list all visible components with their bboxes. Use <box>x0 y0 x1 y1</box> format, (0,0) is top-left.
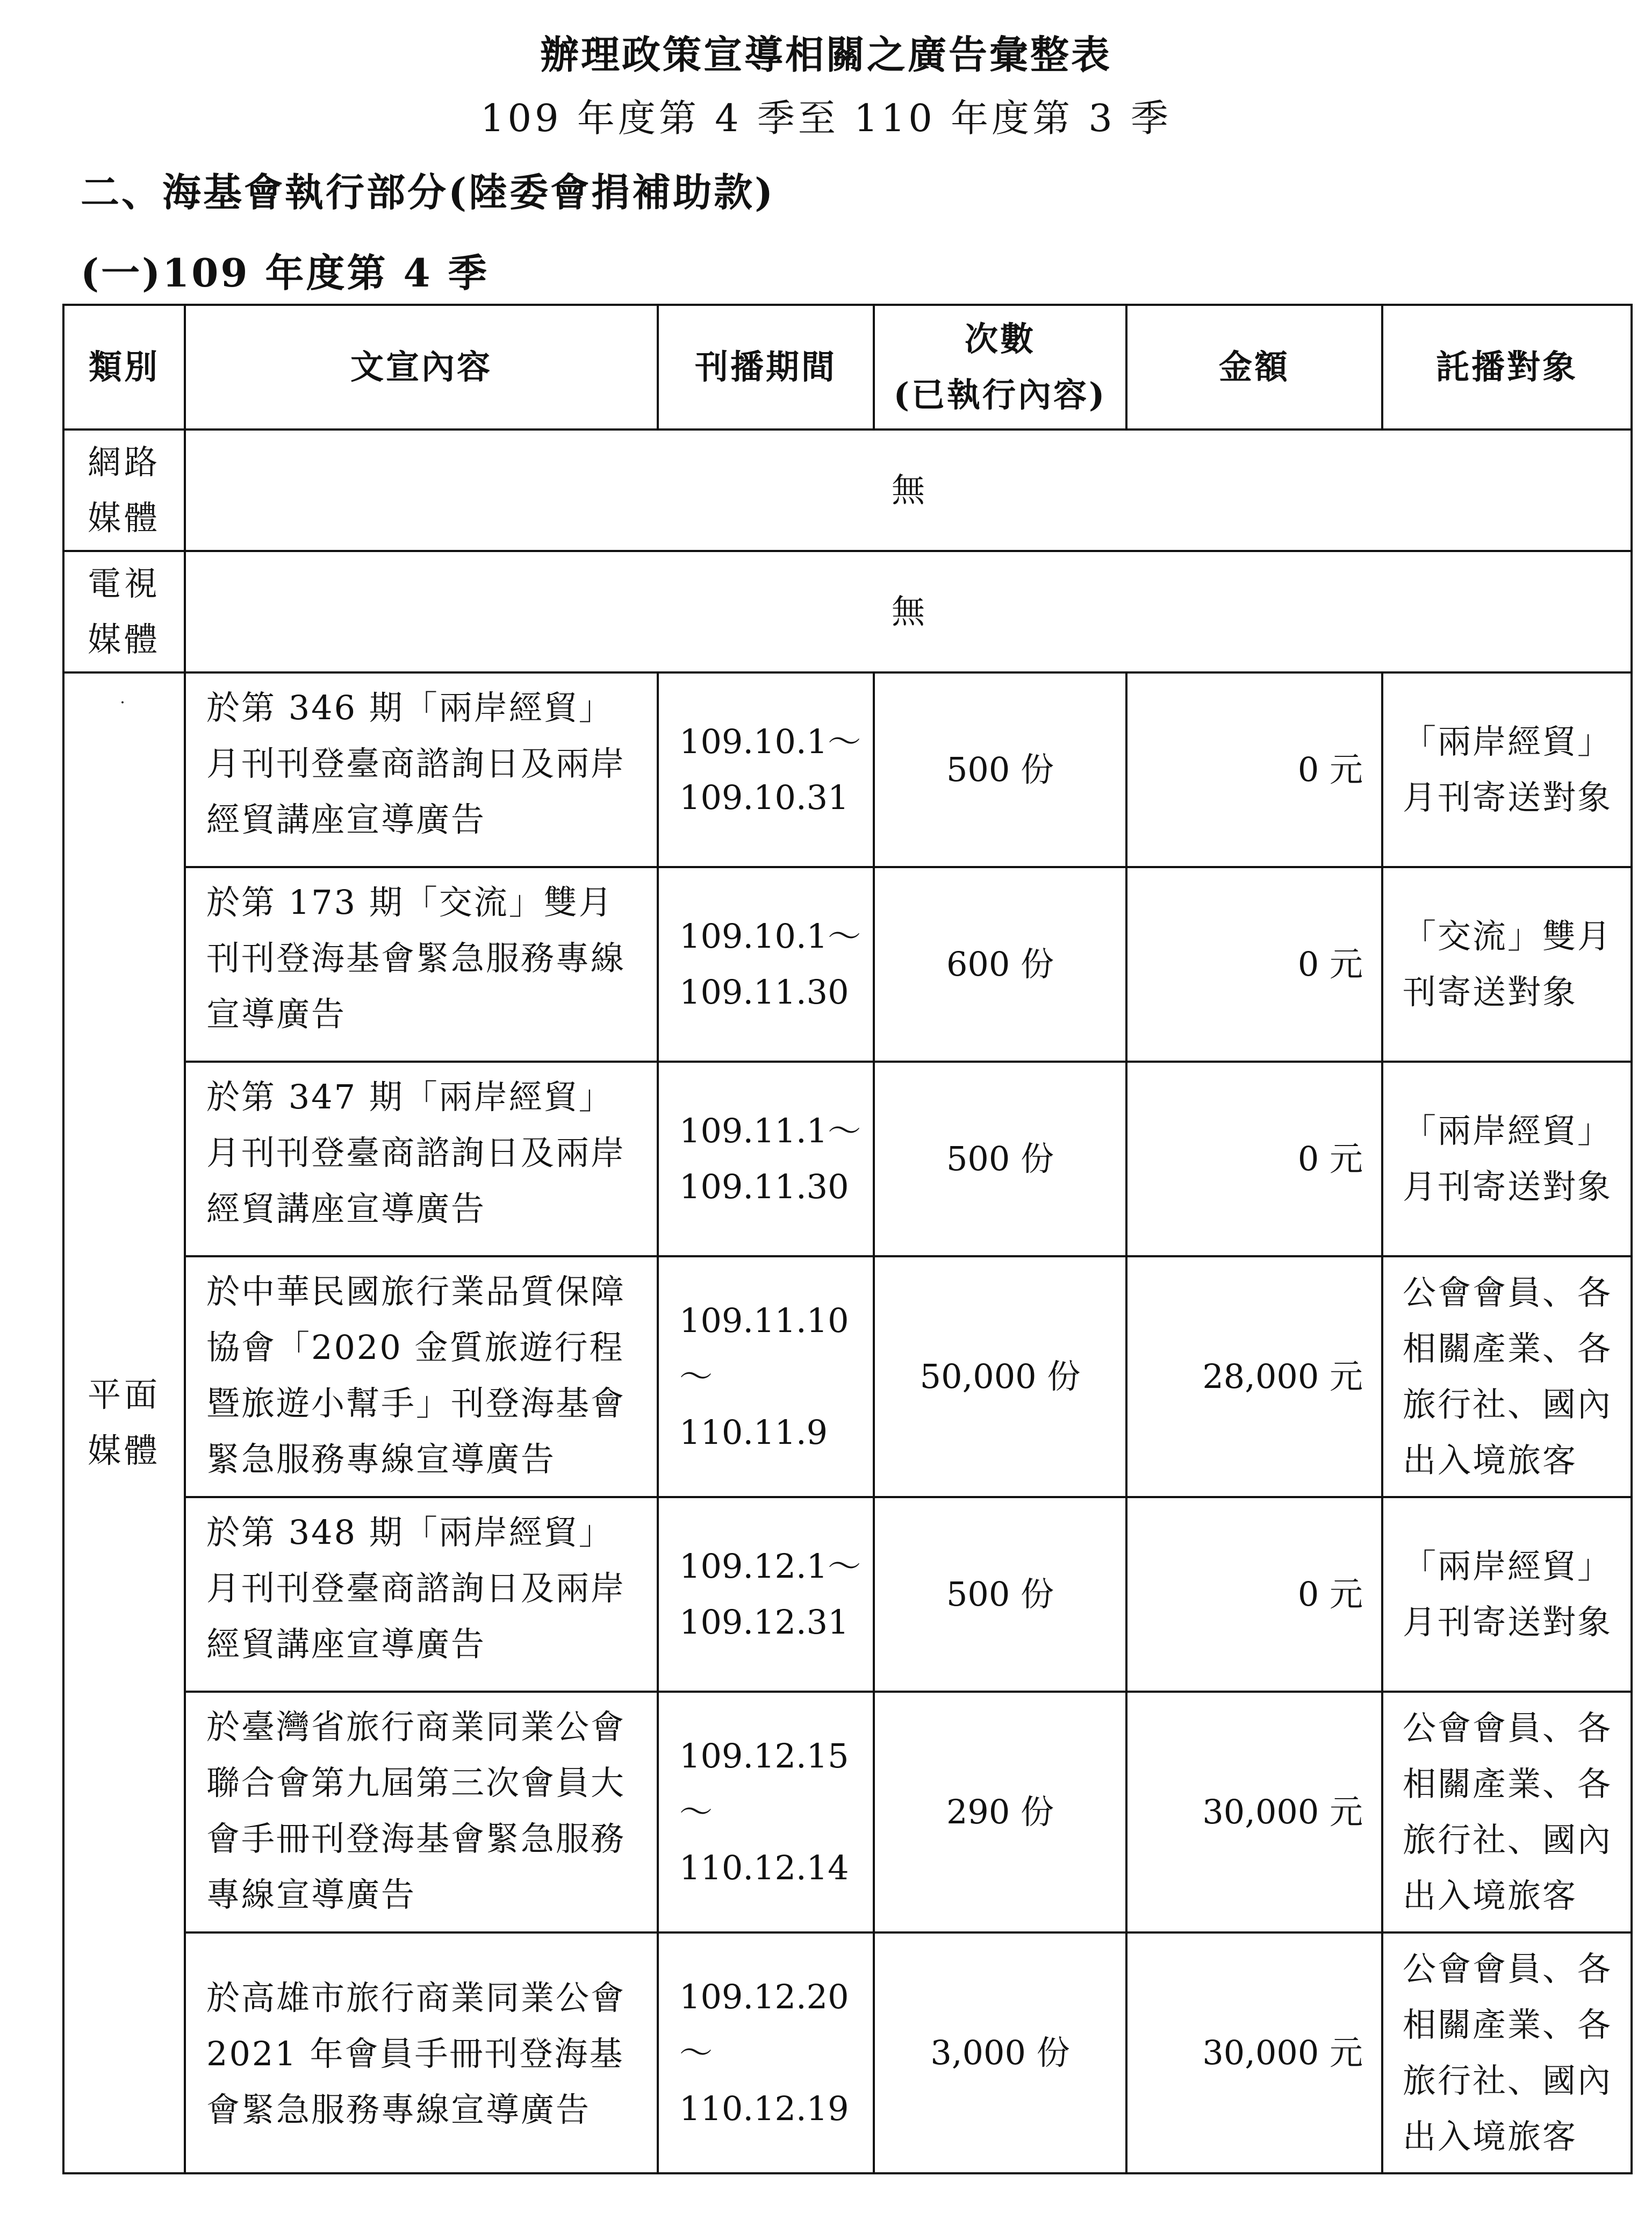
period-start: 109.12.15～ <box>679 1736 849 1831</box>
period-end: 109.12.31 <box>679 1602 849 1642</box>
header-row <box>63 305 1632 430</box>
row-count: 500 份 <box>874 672 1126 867</box>
row-target: 「兩岸經貿」月刊寄送對象 <box>1382 1062 1632 1256</box>
period-end: 109.11.30 <box>679 972 849 1012</box>
tv-category-line1: 電視 <box>87 563 161 603</box>
header-amount: 金額 <box>1126 305 1382 430</box>
table-row <box>63 672 1632 867</box>
table-row <box>63 1256 1632 1497</box>
table-row <box>63 1932 1632 2173</box>
row-amount: 28,000 元 <box>1126 1256 1382 1497</box>
row-content: 於第 348 期「兩岸經貿」月刊刊登臺商諮詢日及兩岸經貿講座宣導廣告 <box>185 1497 658 1692</box>
row-amount: 30,000 元 <box>1126 1692 1382 1932</box>
row-target: 「兩岸經貿」月刊寄送對象 <box>1382 1497 1632 1692</box>
row-target: 「交流」雙月刊寄送對象 <box>1382 867 1632 1062</box>
print-category-dot: · <box>120 693 128 712</box>
row-content: 於第 346 期「兩岸經貿」月刊刊登臺商諮詢日及兩岸經貿講座宣導廣告 <box>185 672 658 867</box>
row-period <box>658 1062 874 1256</box>
header-target: 託播對象 <box>1382 305 1632 430</box>
period-start: 109.10.1～ <box>679 721 861 761</box>
internet-category <box>63 430 185 551</box>
table-row <box>63 867 1632 1062</box>
tv-none: 無 <box>185 551 1632 672</box>
period-start: 109.11.10～ <box>679 1300 849 1396</box>
header-category: 類別 <box>63 305 185 430</box>
print-category-line2: 媒體 <box>87 1431 161 1470</box>
row-period <box>658 1692 874 1932</box>
internet-category-line1: 網路 <box>87 442 161 482</box>
advertising-table <box>62 304 1633 2174</box>
row-content: 於中華民國旅行業品質保障協會「2020 金質旅遊行程暨旅遊小幫手」刊登海基會緊急服務專線宣導廣告 <box>185 1256 658 1497</box>
row-period <box>658 672 874 867</box>
tv-row <box>63 551 1632 672</box>
row-count: 500 份 <box>874 1497 1126 1692</box>
table-row <box>63 1497 1632 1692</box>
period-start: 109.12.1～ <box>679 1546 861 1586</box>
header-count <box>874 305 1126 430</box>
row-amount: 0 元 <box>1126 672 1382 867</box>
header-content: 文宣內容 <box>185 305 658 430</box>
section-heading: 二、海基會執行部分(陸委會捐補助款) <box>81 169 775 215</box>
tv-category-line2: 媒體 <box>87 620 161 659</box>
header-count-line2: (已執行內容) <box>893 375 1107 414</box>
row-count: 3,000 份 <box>874 1932 1126 2173</box>
row-count: 50,000 份 <box>874 1256 1126 1497</box>
document-title: 辦理政策宣導相關之廣告彙整表 <box>540 32 1112 77</box>
row-content: 於高雄市旅行商業同業公會 2021 年會員手冊刊登海基會緊急服務專線宣導廣告 <box>185 1932 658 2173</box>
row-target: 「兩岸經貿」月刊寄送對象 <box>1382 672 1632 867</box>
period-start: 109.12.20～ <box>679 1977 849 2072</box>
row-target: 公會會員、各相關產業、各旅行社、國內出入境旅客 <box>1382 1932 1632 2173</box>
row-period <box>658 867 874 1062</box>
row-amount: 30,000 元 <box>1126 1932 1382 2173</box>
row-amount: 0 元 <box>1126 867 1382 1062</box>
row-target: 公會會員、各相關產業、各旅行社、國內出入境旅客 <box>1382 1256 1632 1497</box>
header-period: 刊播期間 <box>658 305 874 430</box>
subsection-heading: (一)109 年度第 4 季 <box>81 250 489 296</box>
internet-row <box>63 430 1632 551</box>
period-end: 109.10.31 <box>679 778 849 817</box>
print-category <box>63 672 185 2173</box>
period-end: 109.11.30 <box>679 1167 849 1206</box>
row-content: 於臺灣省旅行商業同業公會聯合會第九屆第三次會員大會手冊刊登海基會緊急服務專線宣導廣告 <box>185 1692 658 1932</box>
table-row <box>63 1692 1632 1932</box>
header-count-line1: 次數 <box>964 319 1036 359</box>
row-content: 於第 347 期「兩岸經貿」月刊刊登臺商諮詢日及兩岸經貿講座宣導廣告 <box>185 1062 658 1256</box>
period-end: 110.12.19 <box>679 2089 849 2129</box>
tv-category <box>63 551 185 672</box>
document-subtitle: 109 年度第 4 季至 110 年度第 3 季 <box>480 96 1172 140</box>
row-target: 公會會員、各相關產業、各旅行社、國內出入境旅客 <box>1382 1692 1632 1932</box>
row-count: 290 份 <box>874 1692 1126 1932</box>
period-end: 110.11.9 <box>679 1413 828 1452</box>
period-start: 109.11.1～ <box>679 1111 861 1150</box>
internet-none: 無 <box>185 430 1632 551</box>
table-row <box>63 1062 1632 1256</box>
row-amount: 0 元 <box>1126 1497 1382 1692</box>
print-category-line1: 平面 <box>87 1375 161 1414</box>
row-period <box>658 1256 874 1497</box>
row-content: 於第 173 期「交流」雙月刊刊登海基會緊急服務專線宣導廣告 <box>185 867 658 1062</box>
row-amount: 0 元 <box>1126 1062 1382 1256</box>
row-count: 600 份 <box>874 867 1126 1062</box>
row-count: 500 份 <box>874 1062 1126 1256</box>
period-end: 110.12.14 <box>679 1848 849 1888</box>
row-period <box>658 1932 874 2173</box>
row-period <box>658 1497 874 1692</box>
internet-category-line2: 媒體 <box>87 498 161 538</box>
period-start: 109.10.1～ <box>679 916 861 956</box>
